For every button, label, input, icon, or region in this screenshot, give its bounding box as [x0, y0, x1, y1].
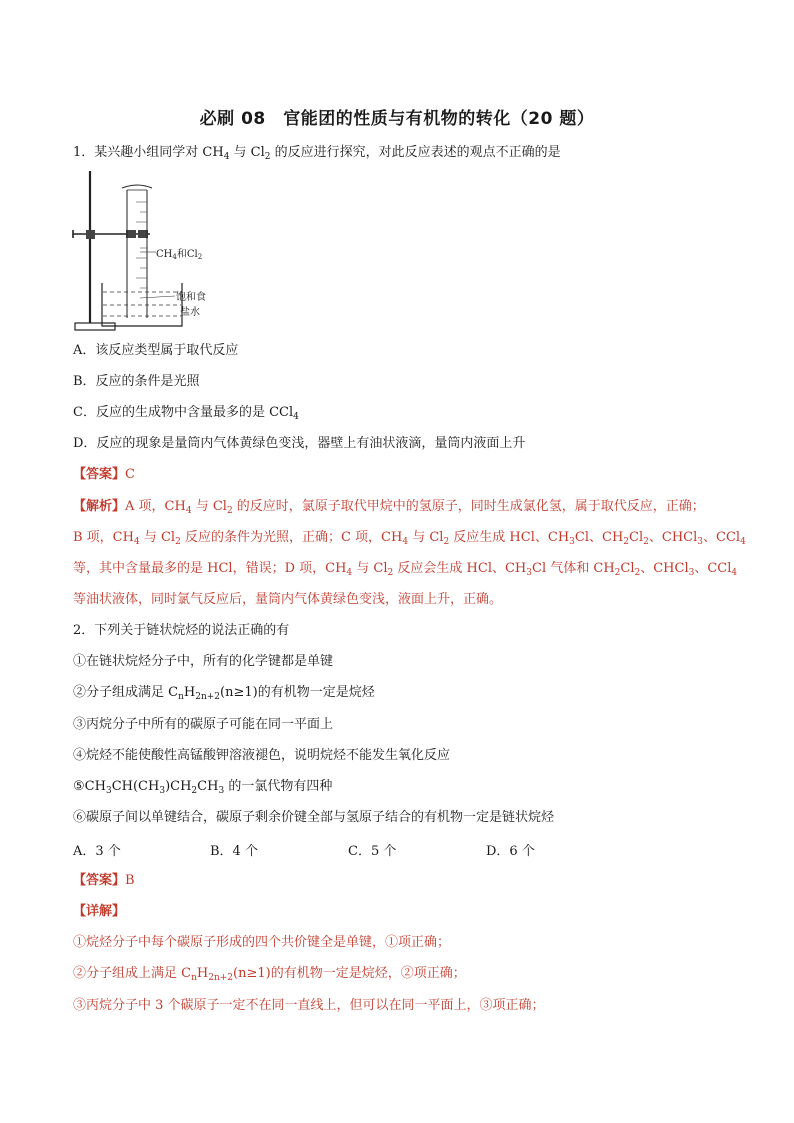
q2-detail-2: ②分子组成上满足 $C_nH_{2n+2}(n\ge 1)$的有机物一定是烷烃，②项正确； — [73, 966, 466, 983]
q2-statement-5: $⑤CH_3CH(CH_3)CH_2CH_3$ 的一氯代物有四种 — [73, 779, 333, 796]
q2-statement-6: ⑥碳原子间以单键结合，碳原子剩余价键全部与氢原子结合的有机物一定是链状烷烃 — [73, 810, 555, 825]
q2-choice-c: C．5 个 — [348, 844, 397, 859]
q2-statement-4: ④烷烃不能使酸性高锰酸钾溶液褪色，说明烷烃不能发生氧化反应 — [73, 748, 451, 763]
gas-label: $CH_4$和$Cl_2$ — [156, 249, 203, 261]
apparatus-figure — [70, 168, 220, 336]
question-1-stem: 1．某兴趣小组同学对 $CH_4$ 与 $Cl_2$ 的反应进行探究，对此反应表述的观点不正确的是 — [73, 145, 561, 162]
q1-analysis-line3: 等，其中含量最多的是 HCl，错误；D 项，$CH_4$ 与 $Cl_2$ 反应会生成 HCl、$CH_3Cl$ 气体和 $CH_2Cl_2$、CHCl$_3$、CCl$_4$ — [73, 561, 738, 578]
q1-option-a: A．该反应类型属于取代反应 — [73, 343, 239, 358]
q2-statement-1: ①在链状烷烃分子中，所有的化学键都是单键 — [73, 654, 334, 669]
page-title: 必刷 08 官能团的性质与有机物的转化（20 题） — [199, 109, 595, 129]
q1-option-d: D．反应的现象是量筒内气体黄绿色变浅，器壁上有油状液滴，量筒内液面上升 — [73, 436, 526, 451]
q2-choice-d: D．6 个 — [486, 844, 535, 859]
q1-option-c: C．反应的生成物中含量最多的是 CCl$_4$ — [73, 405, 299, 422]
q2-detail-3: ③丙烷分子中 3 个碳原子一定不在同一直线上，但可以在同一平面上，③项正确； — [73, 998, 545, 1013]
question-2-stem: 2．下列关于链状烷烃的说法正确的有 — [73, 623, 290, 638]
q2-answer: 【答案】B — [73, 873, 135, 888]
q1-analysis-line2: B 项，$CH_4$ 与 $Cl_2$ 反应的条件为光照，正确；C 项，$CH_4$ 与 $Cl_2$ 反应生成 HCl、$CH_3Cl$、$CH_2Cl_2$、CHCl$_3$、CCl$_4$ — [73, 530, 746, 547]
q2-statement-3: ③丙烷分子中所有的碳原子可能在同一平面上 — [73, 717, 334, 732]
liquid-label-line1: 饱和食 — [176, 292, 206, 303]
q1-analysis-line4: 等油状液体，同时氯气反应后，量筒内气体黄绿色变浅，液面上升，正确。 — [73, 592, 503, 607]
q2-detail-1: ①烷烃分子中每个碳原子形成的四个共价键全是单键，①项正确； — [73, 935, 451, 950]
q1-option-b: B．反应的条件是光照 — [73, 374, 200, 389]
q1-analysis-line1: 【解析】A 项，$CH_4$ 与 $Cl_2$ 的反应时，氯原子取代甲烷中的氢原子，同时生成氯化氢，属于取代反应，正确； — [73, 499, 705, 516]
q2-choice-a: A．3 个 — [73, 844, 121, 859]
q2-statement-2: ②分子组成满足 $C_nH_{2n+2}(n\ge 1)$的有机物一定是烷烃 — [73, 685, 375, 702]
q2-detail-tag: 【详解】 — [73, 904, 126, 919]
q2-choice-b: B．4 个 — [210, 844, 258, 859]
q1-answer: 【答案】C — [73, 467, 135, 482]
liquid-label-line2: 盐水 — [180, 307, 200, 318]
